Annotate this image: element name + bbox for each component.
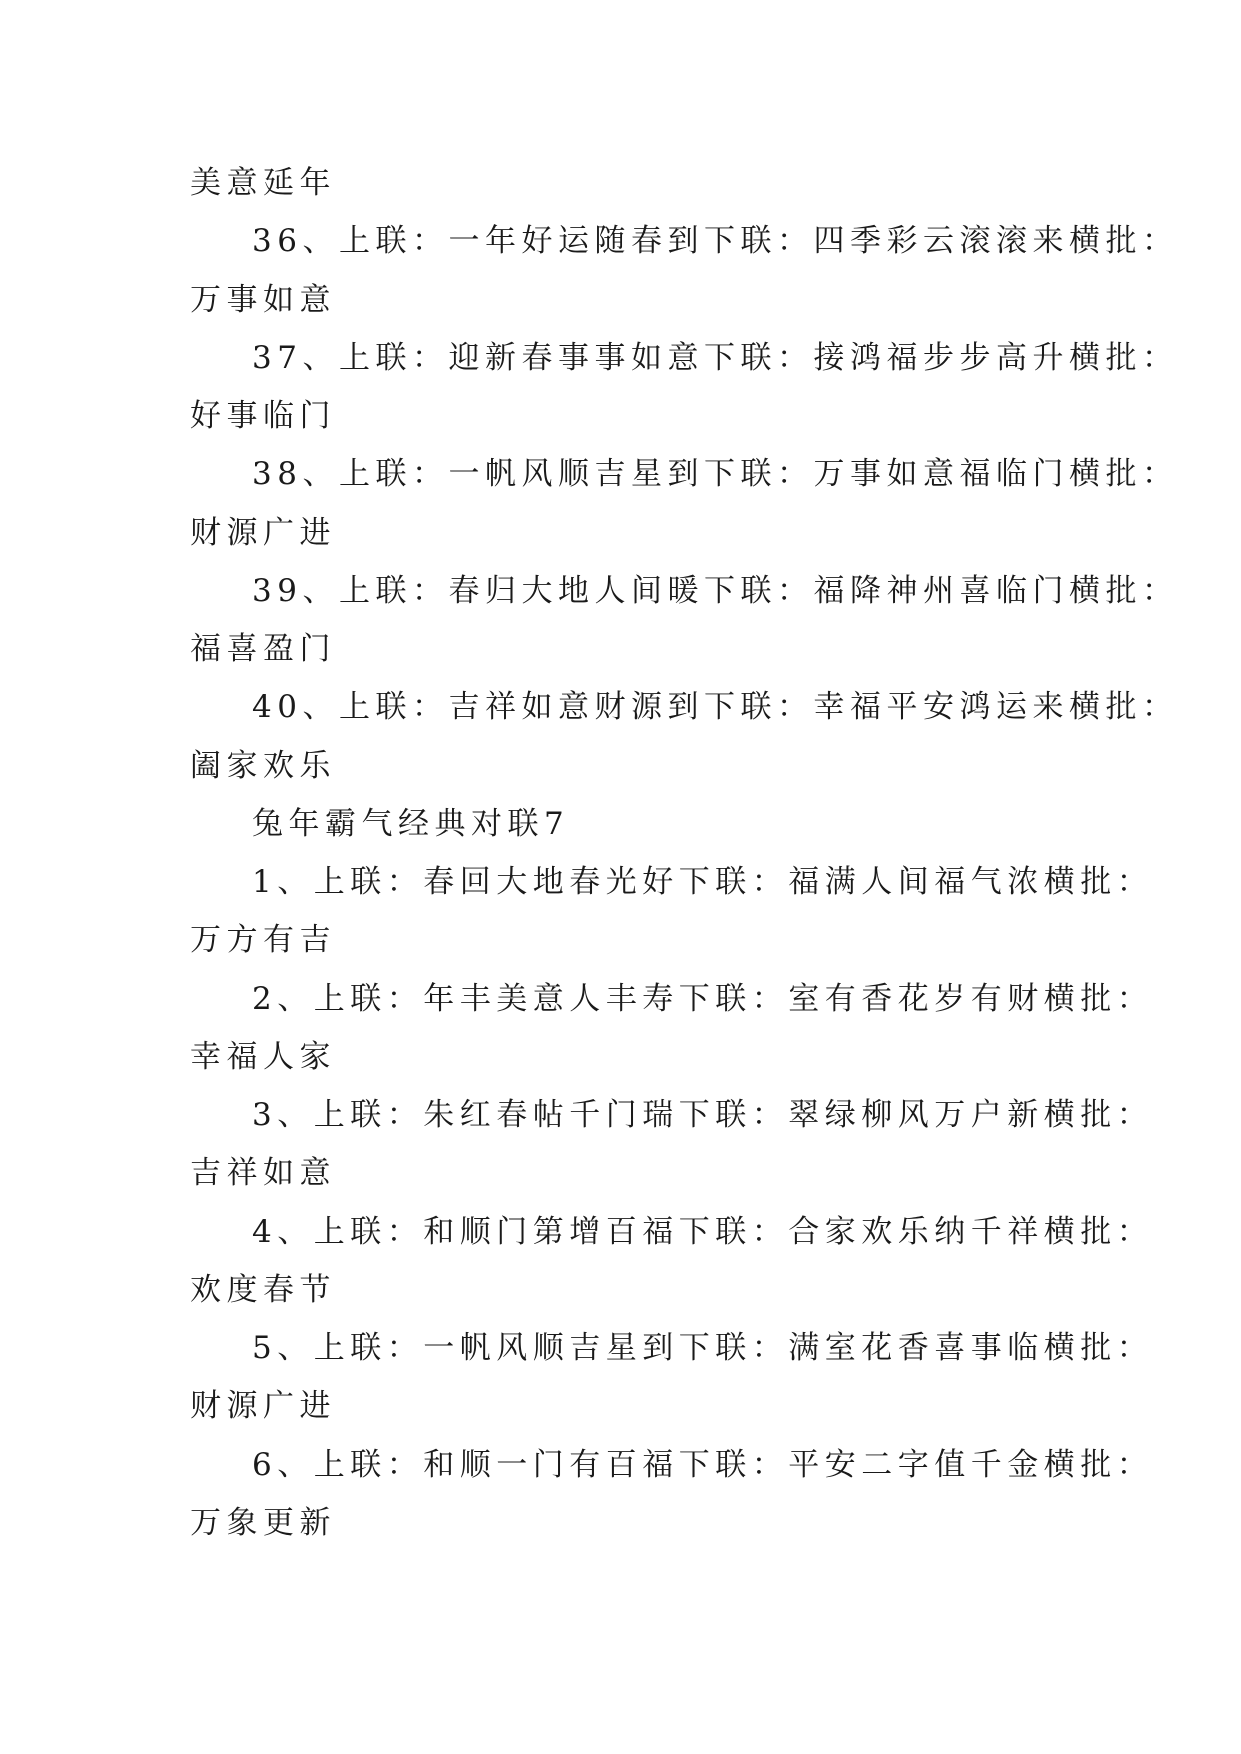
- couplet-38: 38、上联：一帆风顺吉星到下联：万事如意福临门横批：: [252, 456, 1179, 493]
- couplet-36: 36、上联：一年好运随春到下联：四季彩云滚滚来横批：: [252, 223, 1179, 260]
- couplet-3: 3、上联：朱红春帖千门瑞下联：翠绿柳风万户新横批：: [252, 1097, 1154, 1133]
- couplet-6: 6、上联：和顺一门有百福下联：平安二字值千金横批：: [252, 1446, 1154, 1483]
- text-line: 好事临门: [190, 398, 336, 434]
- couplet-2: 2、上联：年丰美意人丰寿下联：室有香花岁有财横批：: [252, 980, 1154, 1017]
- couplet-40: 40、上联：吉祥如意财源到下联：幸福平安鸿运来横批：: [252, 689, 1179, 726]
- text-line: 万象更新: [190, 1504, 336, 1541]
- document-body: [190, 154, 1179, 1552]
- couplet-5: 5、上联：一帆风顺吉星到下联：满室花香喜事临横批：: [252, 1330, 1154, 1366]
- text-line: 财源广进: [190, 1388, 336, 1425]
- text-line: 阖家欢乐: [190, 747, 336, 784]
- couplet-39: 39、上联：春归大地人间暖下联：福降神州喜临门横批：: [252, 572, 1179, 609]
- text-line: 万方有吉: [190, 922, 336, 959]
- section-heading: 兔年霸气经典对联7: [252, 805, 570, 842]
- couplet-4: 4、上联：和顺门第增百福下联：合家欢乐纳千祥横批：: [252, 1213, 1154, 1250]
- text-line: 幸福人家: [190, 1038, 336, 1075]
- text-line: 财源广进: [190, 514, 336, 551]
- text-line: 福喜盈门: [190, 631, 336, 667]
- text-line: 万事如意: [190, 281, 336, 318]
- couplet-37: 37、上联：迎新春事事如意下联：接鸿福步步高升横批：: [252, 339, 1179, 376]
- text-line: 欢度春节: [190, 1271, 336, 1308]
- text-line: 吉祥如意: [190, 1155, 336, 1192]
- couplet-1: 1、上联：春回大地春光好下联：福满人间福气浓横批：: [252, 864, 1154, 900]
- text-line: 美意延年: [190, 165, 336, 201]
